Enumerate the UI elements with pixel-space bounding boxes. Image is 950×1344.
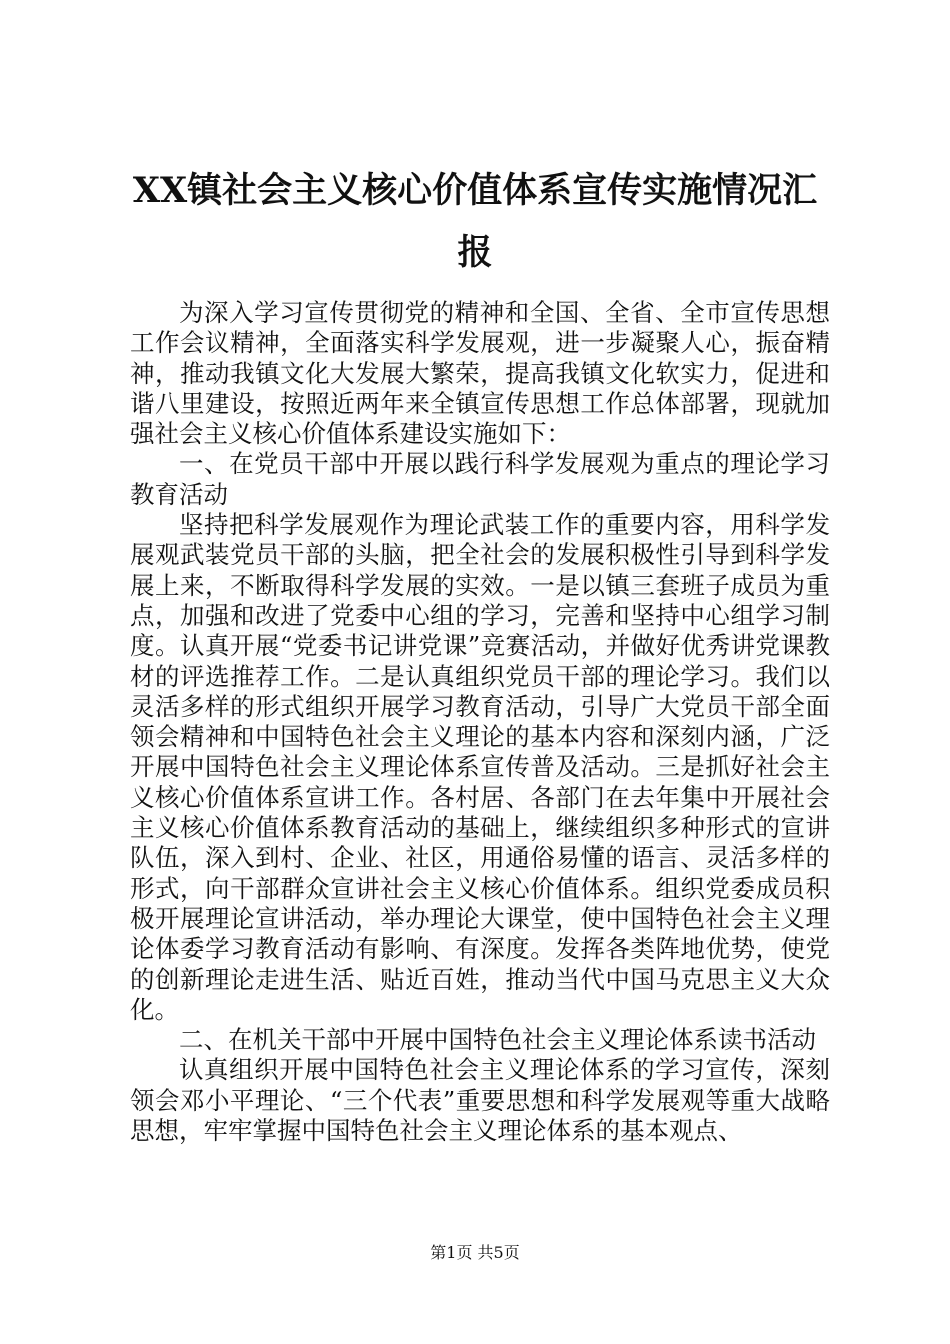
document-title: XX镇社会主义核心价值体系宣传实施情况汇报 bbox=[132, 170, 818, 273]
section-heading-1: 一、在党员干部中开展以践行科学发展观为重点的理论学习教育活动 bbox=[130, 449, 830, 509]
paragraph-intro: 为深入学习宣传贯彻党的精神和全国、全省、全市宣传思想工作会议精神，全面落实科学发展观，进一步凝聚人心，振奋精神，推动我镇文化大发展大繁荣，提高我镇文化软实力，促进和谐八里建设，按照近两年来全镇宣传思想工作总体部署，现就加强社会主义核心价值体系建设实施如下： bbox=[130, 298, 830, 449]
document-body bbox=[130, 298, 830, 1146]
paragraph-section-2: 认真组织开展中国特色社会主义理论体系的学习宣传，深刻领会邓小平理论、“三个代表”重要思想和科学发展观等重大战略思想，牢牢掌握中国特色社会主义理论体系的基本观点、 bbox=[130, 1055, 830, 1146]
page-footer: 第1页 共5页 bbox=[430, 1243, 520, 1262]
paragraph-section-1: 坚持把科学发展观作为理论武装工作的重要内容，用科学发展观武装党员干部的头脑，把全社会的发展积极性引导到科学发展上来，不断取得科学发展的实效。一是以镇三套班子成员为重点，加强和改进了党委中心组的学习，完善和坚持中心组学习制度。认真开展“党委书记讲党课”竞赛活动，并做好优秀讲党课教材的评选推荐工作。二是认真组织党员干部的理论学习。我们以灵活多样的形式组织开展学习教育活动，引导广大党员干部全面领会精神和中国特色社会主义理论的基本内容和深刻内涵，广泛开展中国特色社会主义理论体系宣传普及活动。三是抓好社会主义核心价值体系宣讲工作。各村居、各部门在去年集中开展社会主义核心价值体系教育活动的基础上，继续组织多种形式的宣讲队伍，深入到村、企业、社区，用通俗易懂的语言、灵活多样的形式，向干部群众宣讲社会主义核心价值体系。组织党委成员积极开展理论宣讲活动，举办理论大课堂，使中国特色社会主义理论体委学习教育活动有影响、有深度。发挥各类阵地优势，使党的创新理论走进生活、贴近百姓，推动当代中国马克思主义大众化。 bbox=[130, 510, 830, 1024]
section-heading-2: 二、在机关干部中开展中国特色社会主义理论体系读书活动 bbox=[179, 1025, 816, 1055]
